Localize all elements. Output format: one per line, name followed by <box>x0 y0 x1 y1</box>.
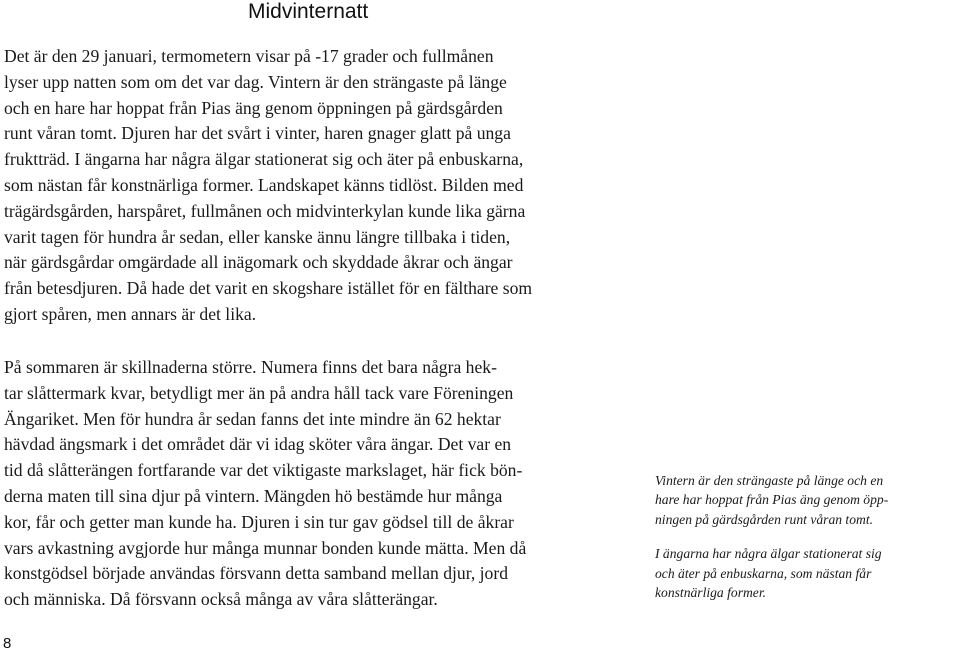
text-line: varit tagen för hundra år sedan, eller kanske ännu längre tillbaka i tiden, <box>4 226 511 247</box>
text-line: konstgödsel började användas försvann detta samband mellan djur, jord <box>4 563 509 584</box>
text-line: Ängariket. Men för hundra år sedan fanns det inte mindre än 62 hektar <box>4 408 501 429</box>
text-line: kor, får och getter man kunde ha. Djuren i sin tur gav gödsel till de åkrar <box>4 511 514 532</box>
caption-line: och äter på enbuskarna, som nästan får <box>655 565 872 581</box>
text-line: fruktträd. I ängarna har några älgar stationerat sig och äter på enbuskarna, <box>4 149 524 170</box>
text-line: tid då slåtterängen fortfarande var det viktigaste markslaget, här fick bön- <box>4 460 523 481</box>
text-line: som nästan får konstnärliga former. Landskapet känns tidlöst. Bilden med <box>4 174 524 195</box>
text-line: vars avkastning avgjorde hur många munnar bonden kunde mätta. Men då <box>4 537 527 558</box>
body-paragraph-2 <box>4 355 636 613</box>
text-line: från betesdjuren. Då hade det varit en skogshare istället för en fälthare som <box>4 278 533 299</box>
page-number: 8 <box>3 635 12 652</box>
caption-line: Vintern är den strängaste på länge och en <box>655 473 884 488</box>
chapter-title: Midvinternatt <box>248 0 369 23</box>
caption-2 <box>655 544 958 602</box>
body-paragraph-1 <box>4 44 636 328</box>
text-line: På sommaren är skillnaderna större. Numera finns det bara några hek- <box>4 357 497 377</box>
text-line: runt våran tomt. Djuren har det svårt i vinter, haren gnager glatt på unga <box>4 123 511 144</box>
caption-line: ningen på gärdsgården runt våran tomt. <box>655 511 873 527</box>
text-line: tar slåttermark kvar, betydligt mer än på andra håll tack vare Föreningen <box>4 382 514 403</box>
caption-line: hare har hoppat från Pias äng genom öpp- <box>655 492 889 508</box>
text-line: trägärdsgården, harspåret, fullmånen och midvinterkylan kunde lika gärna <box>4 200 526 221</box>
text-line: när gärdsgårdar omgärdade all inägomark och skyddade åkrar och ängar <box>4 252 513 273</box>
text-line: hävdad ängsmark i det området där vi idag sköter våra ängar. Det var en <box>4 434 512 455</box>
caption-line: I ängarna har några älgar stationerat sig <box>655 546 882 562</box>
text-line: Det är den 29 januari, termometern visar på -17 grader och fullmånen <box>4 46 494 66</box>
text-line: och en hare har hoppat från Pias äng genom öppningen på gärdsgården <box>4 97 503 118</box>
text-line: och människa. Då försvann också många av våra slåtterängar. <box>4 589 438 610</box>
caption-1 <box>655 471 958 529</box>
text-line: lyser upp natten som om det var dag. Vintern är den strängaste på länge <box>4 71 507 92</box>
image-captions <box>655 471 958 617</box>
text-line: gjort spåren, men annars är det lika. <box>4 303 257 324</box>
caption-line: konstnärliga former. <box>655 585 767 601</box>
text-line: derna maten till sina djur på vintern. Mängden hö bestämde hur många <box>4 485 503 506</box>
